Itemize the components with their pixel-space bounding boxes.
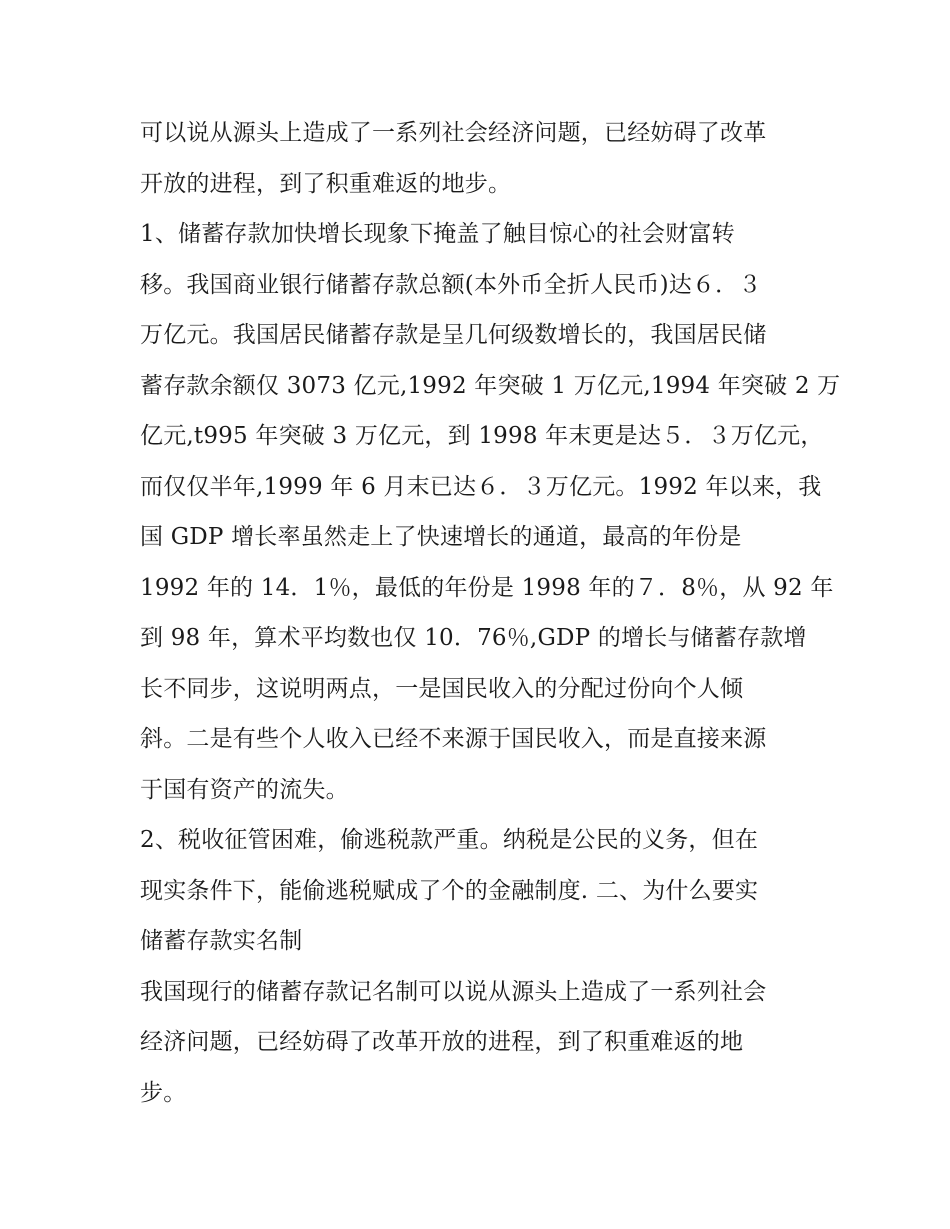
text-line: 2、税收征管困难，偷逃税款严重。纳税是公民的义务，但在 [140,827,759,853]
text-line: 现实条件下，能偷逃税赋成了个的金融制度. 二、为什么要实 [140,877,759,904]
text-line: 长不同步，这说明两点，一是国民收入的分配过份向个人倾 [140,675,744,702]
paragraph-intro [140,108,820,209]
paragraph-closing [140,967,820,1119]
text-line: 万亿元。我国居民储蓄存款是呈几何级数增长的，我国居民储 [140,322,767,348]
text-line: 步。 [140,1079,187,1106]
text-line: 亿元,t995 年突破 3 万亿元，到 1998 年末更是达５．３万亿元， [140,423,824,449]
paragraph-point-1 [140,209,841,815]
text-line: 1992 年的 14．1％，最低的年份是 1998 年的７．8％，从 92 年 [140,574,834,601]
text-line: 移。我国商业银行储蓄存款总额(本外币全折人民币)达６．３ [140,271,762,298]
text-line: 于国有资产的流失。 [140,776,349,803]
text-line: 1、储蓄存款加快增长现象下掩盖了触目惊心的社会财富转 [140,221,735,247]
text-line: 斜。二是有些个人收入已经不来源于国民收入，而是直接来源 [140,726,767,752]
text-line: 国 GDP 增长率虽然走上了快速增长的通道，最高的年份是 [140,524,742,550]
document-body [140,108,841,1118]
paragraph-point-2 [140,815,820,967]
text-line: 我国现行的储蓄存款记名制可以说从源头上造成了一系列社会 [140,978,767,1005]
text-line: 储蓄存款实名制 [140,928,303,954]
text-line: 经济问题，已经妨碍了改革开放的进程，到了积重难返的地 [140,1029,744,1055]
text-line: 而仅仅半年,1999 年 6 月末已达６．３万亿元。1992 年以来，我 [140,473,822,500]
text-line: 到 98 年，算术平均数也仅 10．76％,GDP 的增长与储蓄存款增 [140,625,807,651]
text-line: 可以说从源头上造成了一系列社会经济问题，已经妨碍了改革 [140,120,767,146]
text-line: 蓄存款余额仅 3073 亿元,1992 年突破 1 万亿元,1994 年突破 2 万 [140,372,841,399]
text-line: 开放的进程，到了积重难返的地步。 [140,170,512,197]
